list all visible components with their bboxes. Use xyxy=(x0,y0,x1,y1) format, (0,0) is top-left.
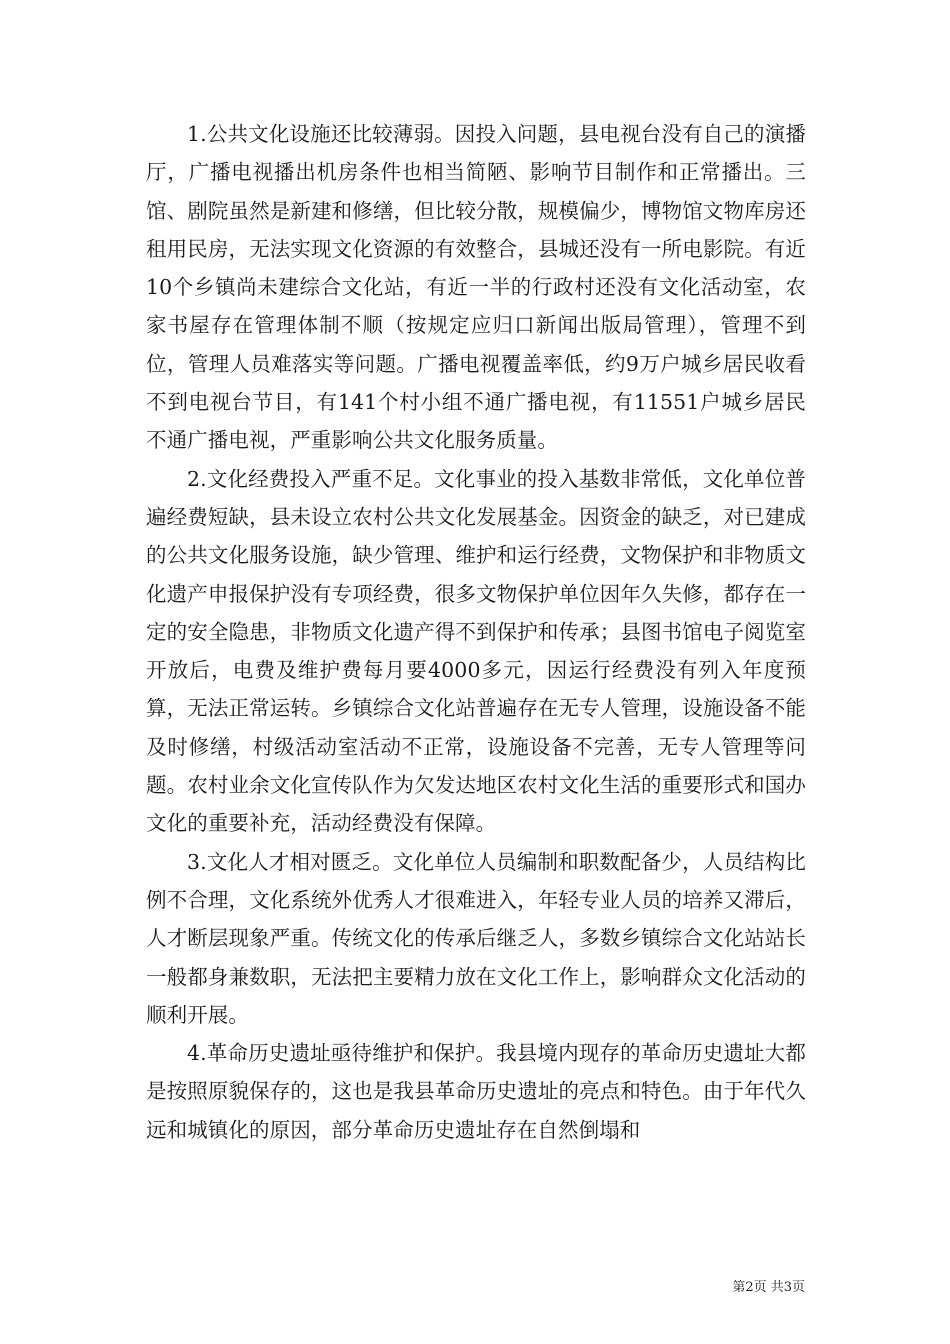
page-number-footer: 第2页 共3页 xyxy=(732,1280,805,1295)
paragraph-3: 3.文化人才相对匮乏。文化单位人员编制和职数配备少，人员结构比例不合理，文化系统外优秀人才很难进入，年轻专业人员的培养又滞后，人才断层现象严重。传统文化的传承后继乏人，多数乡镇综合文化站站长一般都身兼数职，无法把主要精力放在文化工作上，影响群众文化活动的顺利开展。 xyxy=(146,849,806,1027)
paragraph-1: 1.公共文化设施还比较薄弱。因投入问题，县电视台没有自己的演播厅，广播电视播出机房条件也相当简陋、影响节目制作和正常播出。三馆、剧院虽然是新建和修缮，但比较分散，规模偏少，博物馆文物库房还租用民房，无法实现文化资源的有效整合，县城还没有一所电影院。有近10个乡镇尚未建综合文化站，有近一半的行政村还没有文化活动室，农家书屋存在管理体制不顺（按规定应归口新闻出版局管理），管理不到位，管理人员难落实等问题。广播电视覆盖率低，约9万户城乡居民收看不到电视台节目，有141个村小组不通广播电视，有11551户城乡居民不通广播电视，严重影响公共文化服务质量。 xyxy=(146,122,806,453)
document-body xyxy=(146,115,806,1149)
paragraph-4: 4.革命历史遗址亟待维护和保护。我县境内现存的革命历史遗址大都是按照原貌保存的，这也是我县革命历史遗址的亮点和特色。由于年代久远和城镇化的原因，部分革命历史遗址存在自然倒塌和 xyxy=(146,1041,806,1142)
paragraph-2: 2.文化经费投入严重不足。文化事业的投入基数非常低，文化单位普遍经费短缺，县未设立农村公共文化发展基金。因资金的缺乏，对已建成的公共文化服务设施，缺少管理、维护和运行经费，文物保护和非物质文化遗产申报保护没有专项经费，很多文物保护单位因年久失修，都存在一定的安全隐患，非物质文化遗产得不到保护和传承；县图书馆电子阅览室开放后，电费及维护费每月要4000多元，因运行经费没有列入年度预算，无法正常运转。乡镇综合文化站普遍存在无专人管理，设施设备不能及时修缮，村级活动室活动不正常，设施设备不完善，无专人管理等问题。农村业余文化宣传队作为欠发达地区农村文化生活的重要形式和国办文化的重要补充，活动经费没有保障。 xyxy=(146,466,806,836)
